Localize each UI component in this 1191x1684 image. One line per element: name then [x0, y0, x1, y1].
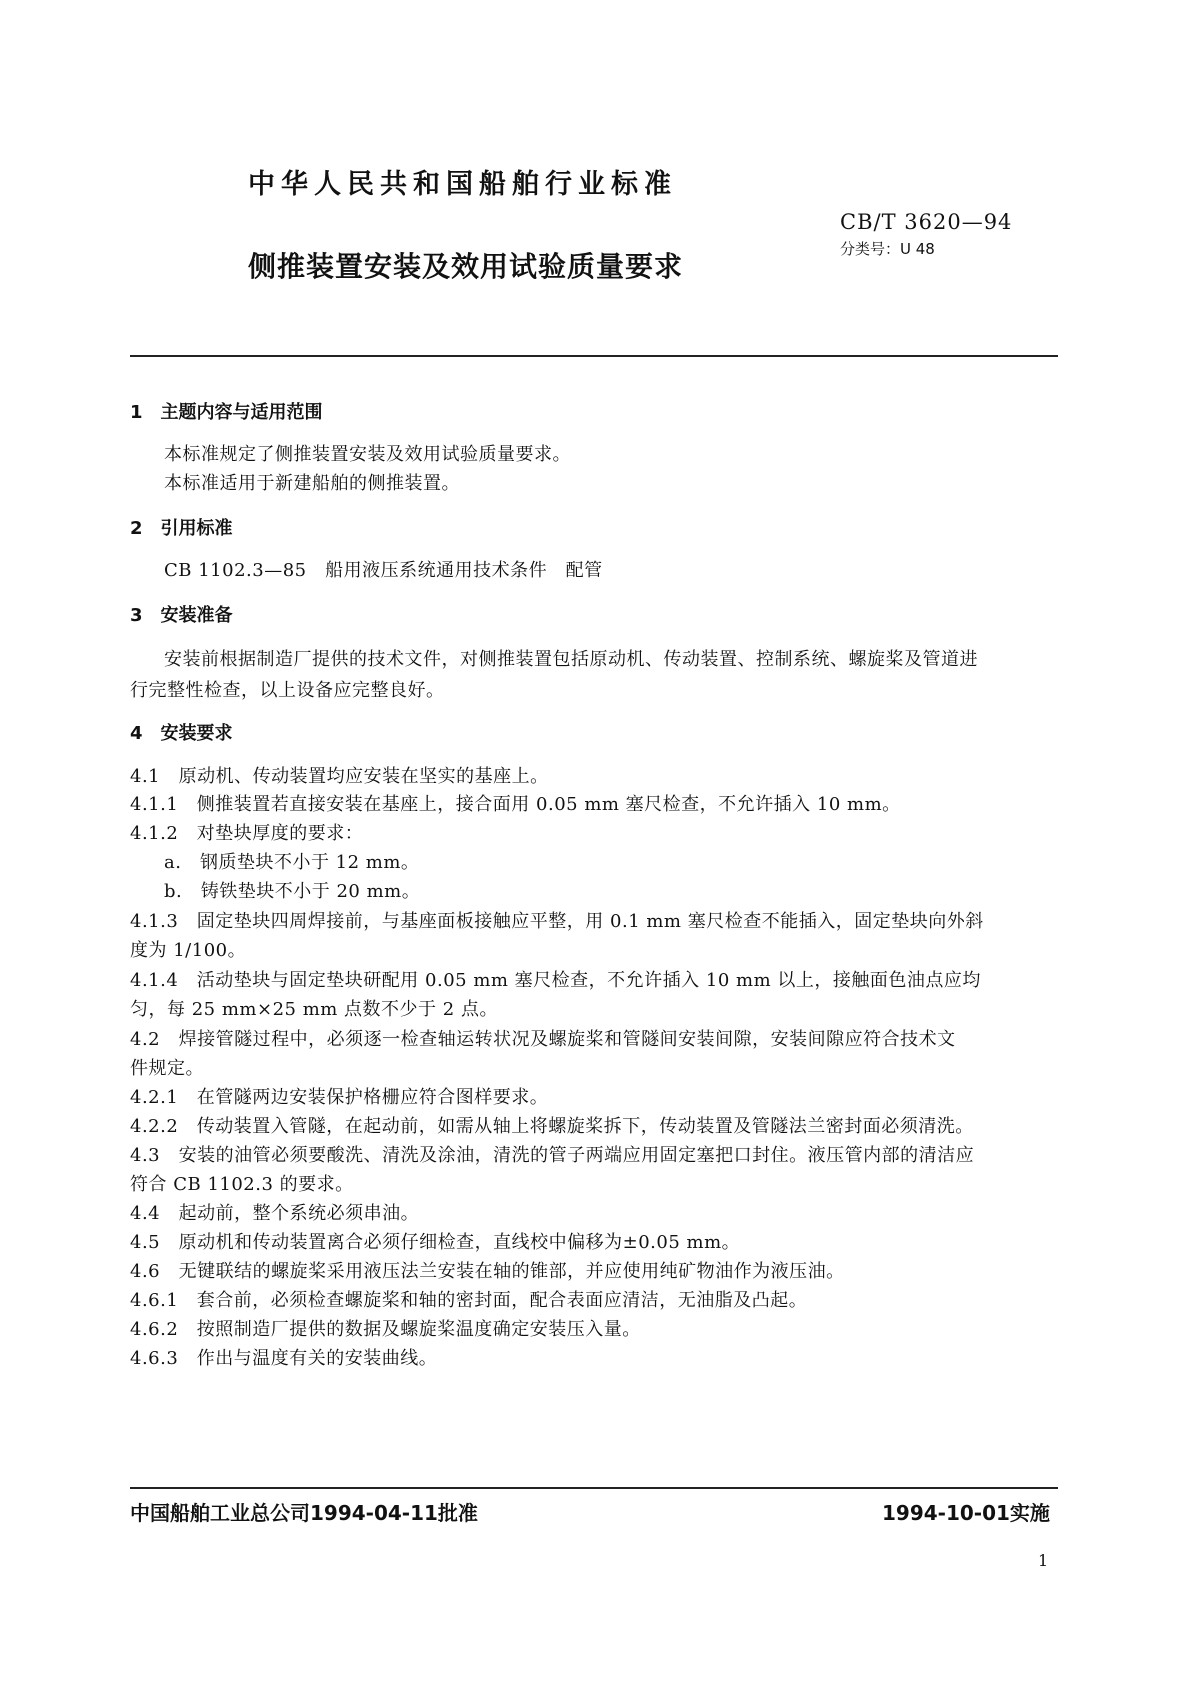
header-divider: [130, 355, 1058, 357]
clause-4-2: 件规定。: [130, 1058, 204, 1079]
clause-4-1-4: 匀，每 25 mm×25 mm 点数不少于 2 点。: [130, 999, 498, 1020]
clause-4-1-3: 度为 1/100。: [130, 940, 247, 961]
clause-4-1-4: 4.1.4 活动垫块与固定垫块研配用 0.05 mm 塞尺检查，不允许插入 10 mm 以上，接触面色油点应均: [130, 970, 981, 991]
page-number: 1: [1038, 1551, 1049, 1570]
classification-number: 分类号：U 48: [840, 240, 935, 258]
clause-4-2: 4.2 焊接管隧过程中，必须逐一检查轴运转状况及螺旋桨和管隧间安装间隙，安装间隙应符合技术文: [130, 1029, 956, 1050]
clause-4-1-2: 4.1.2 对垫块厚度的要求：: [130, 823, 364, 844]
clause-4-1-1: 4.1.1 侧推装置若直接安装在基座上，接合面用 0.05 mm 塞尺检查，不允许插入 10 mm。: [130, 794, 901, 815]
standard-number: CB/T 3620—94: [840, 210, 1013, 234]
section-3-heading: 3 安装准备: [130, 605, 233, 626]
clause-4-2-2: 4.2.2 传动装置入管隧，在起动前，如需从轴上将螺旋桨拆下，传动装置及管隧法兰密封面必须清洗。: [130, 1116, 974, 1137]
effective-date: 1994-10-01实施: [882, 1501, 1050, 1525]
referenced-standard: CB 1102.3—85 船用液压系统通用技术条件 配管: [164, 560, 603, 581]
clause-4-4: 4.4 起动前，整个系统必须串油。: [130, 1203, 420, 1224]
section-1-paragraph: 本标准规定了侧推装置安装及效用试验质量要求。: [164, 444, 571, 465]
clause-4-3: 4.3 安装的油管必须要酸洗、清洗及涂油，清洗的管子两端应用固定塞把口封住。液压管内部的清洁应: [130, 1145, 975, 1166]
clause-4-1: 4.1 原动机、传动装置均应安装在坚实的基座上。: [130, 766, 549, 787]
clause-4-6: 4.6 无键联结的螺旋桨采用液压法兰安装在轴的锥部，并应使用纯矿物油作为液压油。: [130, 1261, 845, 1282]
section-3-paragraph: 安装前根据制造厂提供的技术文件，对侧推装置包括原动机、传动装置、控制系统、螺旋桨及管道进: [164, 649, 978, 670]
document-title: 侧推装置安装及效用试验质量要求: [248, 250, 684, 283]
section-4-heading: 4 安装要求: [130, 723, 233, 744]
organization-title: 中华人民共和国船舶行业标准: [248, 169, 677, 200]
section-2-heading: 2 引用标准: [130, 518, 233, 539]
footer-divider: [130, 1487, 1058, 1489]
clause-4-2-1: 4.2.1 在管隧两边安装保护格栅应符合图样要求。: [130, 1087, 549, 1108]
clause-4-6-1: 4.6.1 套合前，必须检查螺旋桨和轴的密封面，配合表面应清洁，无油脂及凸起。: [130, 1290, 808, 1311]
clause-4-6-3: 4.6.3 作出与温度有关的安装曲线。: [130, 1348, 438, 1369]
clause-4-6-2: 4.6.2 按照制造厂提供的数据及螺旋桨温度确定安装压入量。: [130, 1319, 641, 1340]
section-1-paragraph: 本标准适用于新建船舶的侧推装置。: [164, 473, 460, 494]
approval-statement: 中国船舶工业总公司1994-04-11批准: [130, 1501, 478, 1525]
section-1-heading: 1 主题内容与适用范围: [130, 402, 323, 423]
clause-4-1-2-b: b. 铸铁垫块不小于 20 mm。: [164, 881, 421, 902]
clause-4-5: 4.5 原动机和传动装置离合必须仔细检查，直线校中偏移为±0.05 mm。: [130, 1232, 741, 1253]
clause-4-1-2-a: a. 钢质垫块不小于 12 mm。: [164, 852, 420, 873]
clause-4-3: 符合 CB 1102.3 的要求。: [130, 1174, 354, 1195]
section-3-paragraph: 行完整性检查，以上设备应完整良好。: [130, 680, 445, 701]
clause-4-1-3: 4.1.3 固定垫块四周焊接前，与基座面板接触应平整，用 0.1 mm 塞尺检查不能插入，固定垫块向外斜: [130, 911, 984, 932]
